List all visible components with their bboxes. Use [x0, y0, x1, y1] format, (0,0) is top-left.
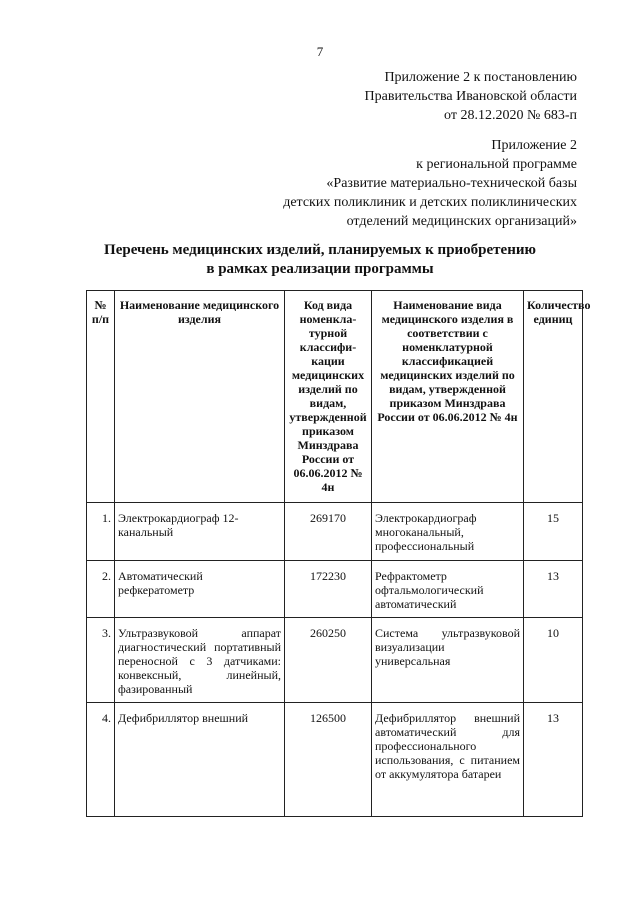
- table-header-row: [87, 291, 583, 503]
- document-title-line: в рамках реализации программы: [206, 261, 434, 277]
- row-classification-code: 260250: [285, 618, 372, 703]
- appendix-resolution-reference: [365, 68, 577, 125]
- appendix-program-line: отделений медицинских организаций»: [346, 214, 577, 229]
- row-device-name: Автоматический рефкератометр: [115, 561, 285, 618]
- medical-devices-table: [86, 290, 591, 817]
- row-quantity: 13: [524, 561, 583, 618]
- appendix-resolution-line: от 28.12.2020 № 683-п: [444, 108, 577, 123]
- appendix-resolution-line: Правительства Ивановской области: [364, 89, 577, 104]
- appendix-program-line: Приложение 2: [491, 138, 577, 153]
- header-quantity: Количество единиц: [524, 291, 583, 503]
- row-num: 4.: [87, 703, 115, 817]
- row-device-kind: Электрокардиограф многоканальный, профессиональный: [372, 503, 524, 561]
- row-device-kind: Рефрактометр офтальмологический автоматический: [372, 561, 524, 618]
- row-device-name: Электрокардиограф 12-канальный: [115, 503, 285, 561]
- row-num: 1.: [87, 503, 115, 561]
- appendix-program-reference: [283, 136, 577, 231]
- document-title-line: Перечень медицинских изделий, планируемых к приобретению: [104, 242, 536, 258]
- header-device-kind: Наименование вида медицинского изделия в соответствии с номенклатурной классификацией медицинских изделий по видам, утвержденной приказом Минздрава России от 06.06.2012 № 4н: [372, 291, 524, 503]
- appendix-program-line: детских поликлиник и детских поликлинических: [283, 195, 577, 210]
- header-num: № п/п: [87, 291, 115, 503]
- table-row: [87, 618, 583, 703]
- row-num: 2.: [87, 561, 115, 618]
- row-device-kind: Дефибриллятор внешний автоматический для профессионального использования, с питанием от аккумулятора батареи: [372, 703, 524, 817]
- document-title: [0, 241, 640, 279]
- row-device-kind: Система ультразвуковой визуализации универсальная: [372, 618, 524, 703]
- row-quantity: 15: [524, 503, 583, 561]
- row-classification-code: 269170: [285, 503, 372, 561]
- appendix-resolution-line: Приложение 2 к постановлению: [384, 70, 577, 85]
- row-device-name: Дефибриллятор внешний: [115, 703, 285, 817]
- page-number: 7: [316, 44, 324, 59]
- row-device-name: Ультразвуковой аппарат диагностический портативный переносной с 3 датчиками: конвексный, линейный, фазированный: [115, 618, 285, 703]
- appendix-program-line: «Развитие материально-технической базы: [326, 176, 577, 191]
- table-row: [87, 703, 583, 817]
- table-row: [87, 503, 583, 561]
- table-row: [87, 561, 583, 618]
- header-device-name: Наименование медицинского изделия: [115, 291, 285, 503]
- row-classification-code: 172230: [285, 561, 372, 618]
- row-classification-code: 126500: [285, 703, 372, 817]
- header-classification-code: Код вида номенкла-турной классифи-кации медицинских изделий по видам, утвержденной приказом Минздрава России от 06.06.2012 № 4н: [285, 291, 372, 503]
- appendix-program-line: к региональной программе: [416, 157, 577, 172]
- row-quantity: 13: [524, 703, 583, 817]
- row-num: 3.: [87, 618, 115, 703]
- row-quantity: 10: [524, 618, 583, 703]
